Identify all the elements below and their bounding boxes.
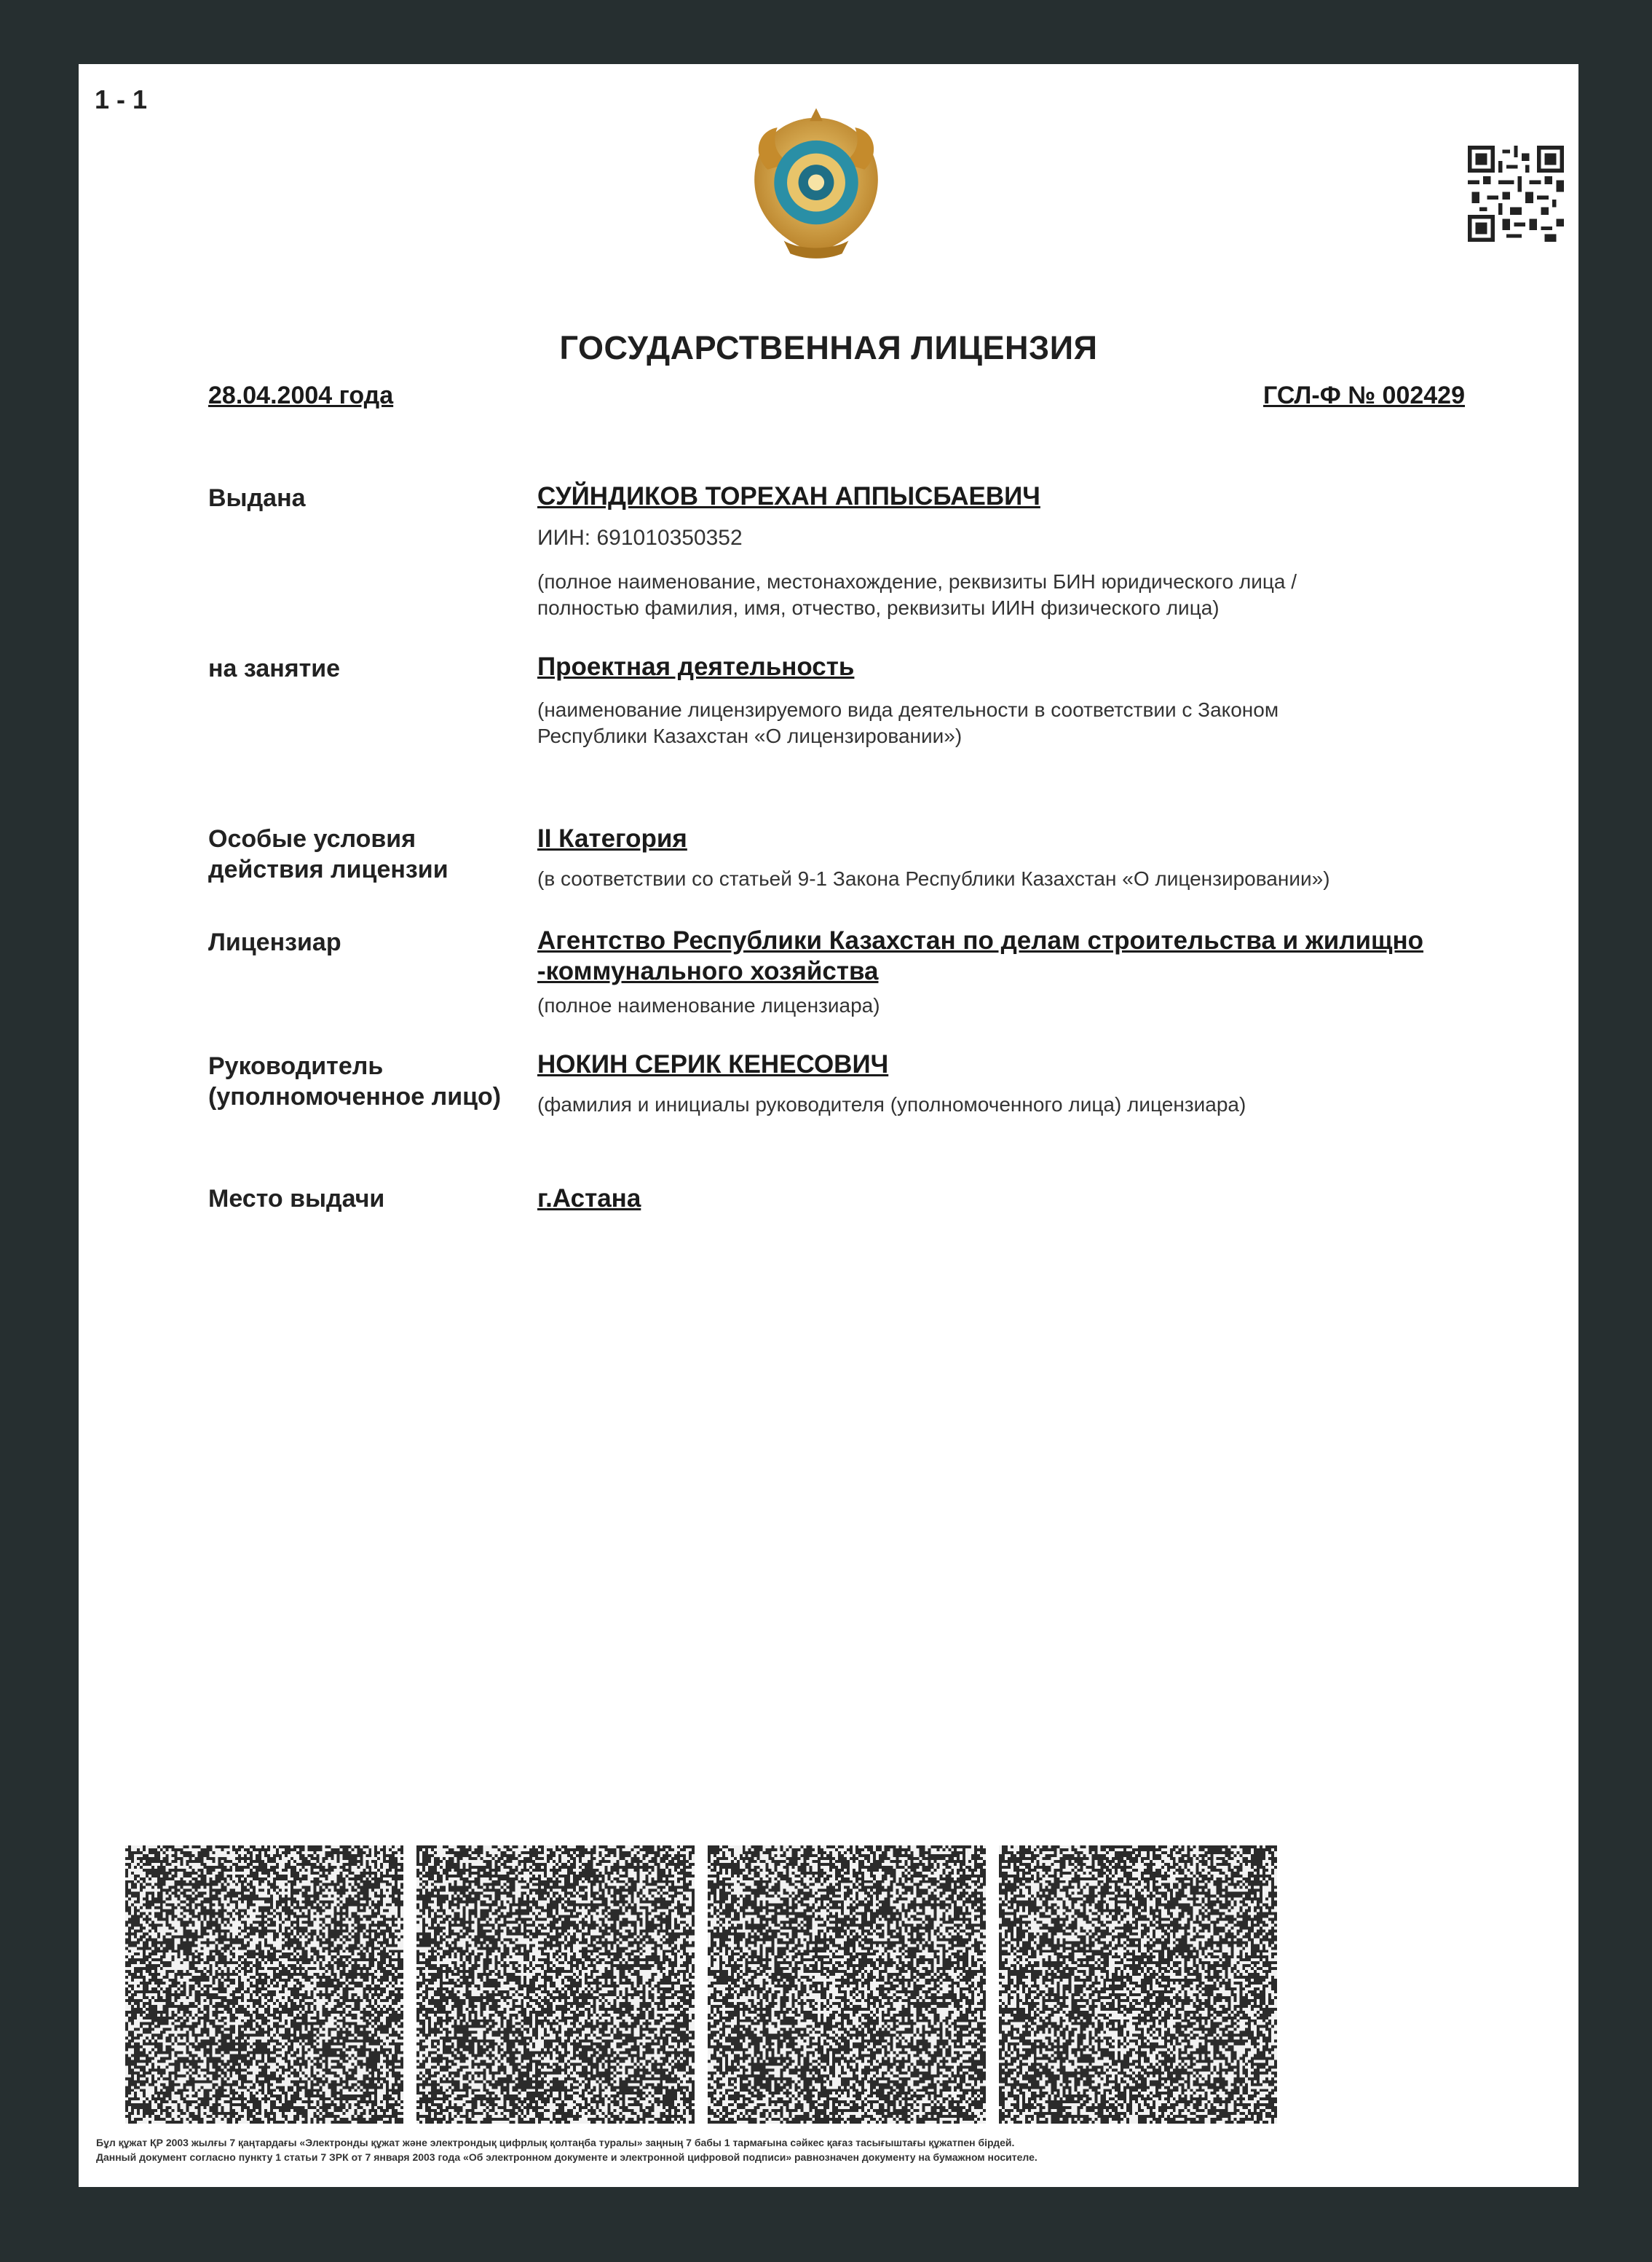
activity-value: Проектная деятельность — [537, 653, 855, 681]
page-number: 1 - 1 — [95, 84, 148, 114]
special-conditions-value: II Категория — [537, 824, 687, 853]
issue-date: 28.04.2004 года — [208, 382, 394, 409]
qr-code-icon — [1468, 146, 1564, 242]
activity-note-1: (наименование лицензируемого вида деятельности в соответствии с Законом — [537, 698, 1279, 721]
iin-value: ИИН: 691010350352 — [537, 526, 743, 550]
signature-code-1-icon — [125, 1845, 403, 2124]
special-conditions-label-1: Особые условия — [208, 825, 416, 853]
signature-code-4-icon — [999, 1845, 1277, 2124]
license-page — [79, 64, 1578, 2187]
footer-note — [96, 2135, 1567, 2164]
issued-to-note-2: полностью фамилия, имя, отчество, реквизиты ИИН физического лица) — [537, 596, 1220, 619]
special-conditions-label-2: действия лицензии — [208, 856, 448, 883]
license-number: ГСЛ-Ф № 002429 — [1263, 382, 1465, 409]
signature-code-3-icon — [708, 1845, 986, 2124]
licensor-value-2: -коммунального хозяйства — [537, 957, 879, 985]
activity-label: на занятие — [208, 655, 341, 682]
place-value: г.Астана — [537, 1184, 641, 1213]
document-title: ГОСУДАРСТВЕННАЯ ЛИЦЕНЗИЯ — [559, 329, 1098, 366]
licensor-value-1: Агентство Республики Казахстан по делам строительства и жилищно — [537, 926, 1424, 955]
place-label: Место выдачи — [208, 1185, 385, 1213]
issued-to-note-1: (полное наименование, местонахождение, реквизиты БИН юридического лица / — [537, 570, 1297, 593]
footer-line-2: Данный документ согласно пункту 1 статьи 7 ЗРК от 7 января 2003 года «Об электронном документе и электронной цифровой подписи» равнозначен документу на бумажном носителе. — [96, 2151, 1038, 2163]
activity-note-2: Республики Казахстан «О лицензировании») — [537, 725, 963, 747]
head-label-2: (уполномоченное лицо) — [208, 1083, 502, 1111]
licensor-label: Лицензиар — [208, 929, 341, 956]
head-label-1: Руководитель — [208, 1052, 384, 1080]
issued-to-label: Выдана — [208, 484, 306, 512]
licensor-note: (полное наименование лицензиара) — [537, 994, 880, 1017]
issued-to-value: СУЙНДИКОВ ТОРЕХАН АППЫСБАЕВИЧ — [537, 482, 1040, 511]
head-value: НОКИН СЕРИК КЕНЕСОВИЧ — [537, 1050, 889, 1079]
head-note: (фамилия и инициалы руководителя (уполномоченного лица) лицензиара) — [537, 1093, 1246, 1116]
special-conditions-note: (в соответствии со статьей 9-1 Закона Республики Казахстан «О лицензировании») — [537, 867, 1330, 890]
signature-code-2-icon — [416, 1845, 695, 2124]
state-emblem-icon — [735, 105, 897, 267]
footer-line-1: Бұл құжат ҚР 2003 жылғы 7 қаңтардағы «Электронды құжат және электрондық цифрлық қолтаңба туралы» заңның 7 бабы 1 тармағына сәйкес қағаз тасығыштағы құжатпен бірдей. — [96, 2137, 1015, 2148]
